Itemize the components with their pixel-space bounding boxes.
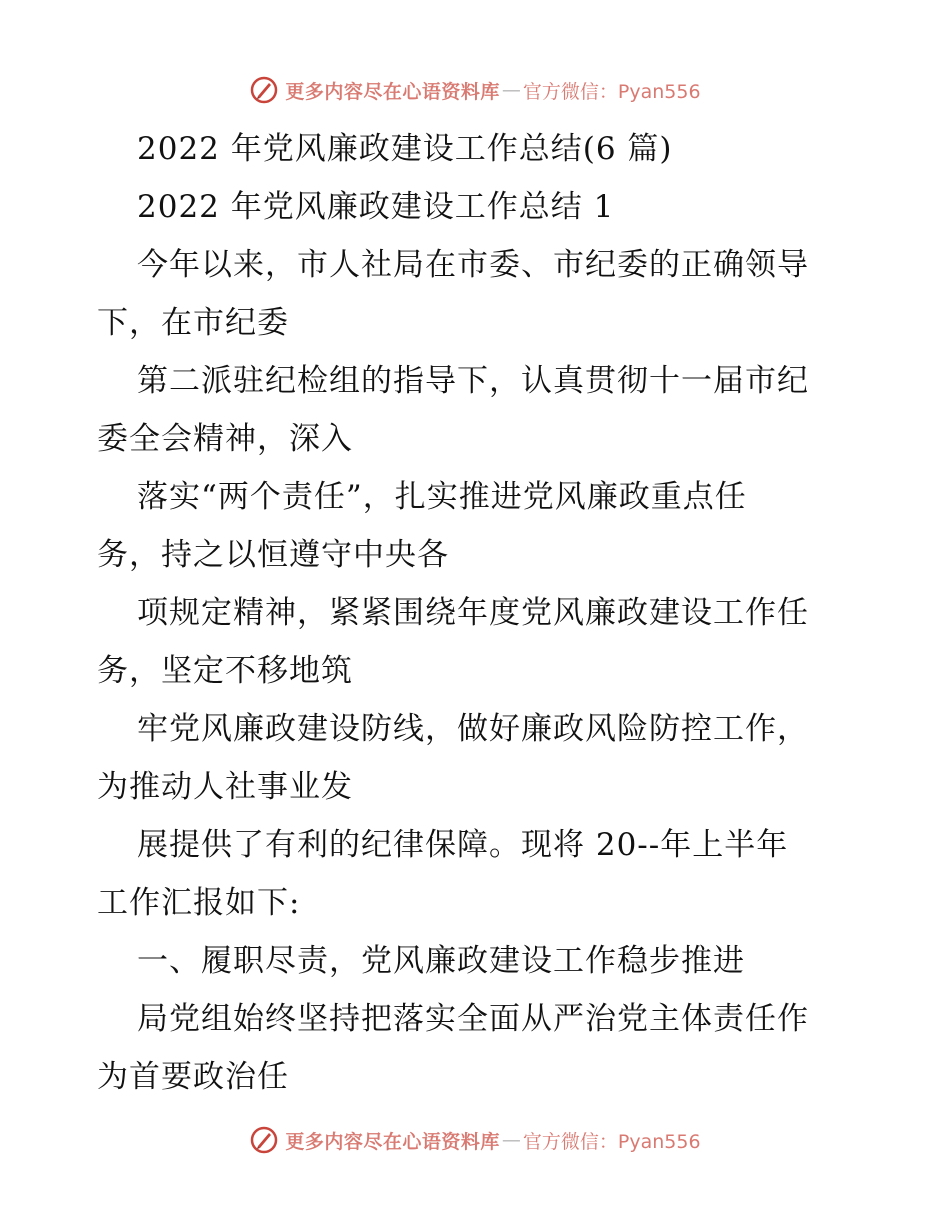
text-line: 展提供了有利的纪律保障。现将 20--年上半年 [137, 827, 789, 863]
text-line: 委全会精神，深入 [97, 421, 353, 457]
quill-circle-icon [249, 1125, 279, 1155]
banner-separator: — [501, 1129, 521, 1151]
text-line: 下，在市纪委 [97, 305, 289, 341]
text-line: 项规定精神，紧紧围绕年度党风廉政建设工作任 [137, 595, 809, 631]
text-line: 务，坚定不移地筑 [97, 653, 353, 689]
text-line: 局党组始终坚持把落实全面从严治党主体责任作 [137, 1001, 809, 1037]
document-body [97, 120, 857, 1106]
text-line: 2022 年党风廉政建设工作总结 1 [137, 189, 615, 225]
text-line: 2022 年党风廉政建设工作总结(6 篇) [137, 131, 673, 167]
banner-separator: — [501, 79, 521, 101]
text-line: 第二派驻纪检组的指导下，认真贯彻十一届市纪 [137, 363, 809, 399]
text-line: 为推动人社事业发 [97, 769, 353, 805]
text-line: 一、履职尽责，党风廉政建设工作稳步推进 [137, 943, 745, 979]
text-line: 务，持之以恒遵守中央各 [97, 537, 449, 573]
header-banner [0, 70, 950, 110]
text-line: 落实“两个责任”，扎实推进党风廉政重点任 [137, 479, 747, 515]
banner-title: 更多内容尽在心语资料库 [285, 1130, 500, 1153]
text-line: 工作汇报如下: [97, 885, 301, 921]
banner-wechat-account: 官方微信：Pyan556 [522, 1130, 701, 1153]
quill-circle-icon [249, 75, 279, 105]
banner-title: 更多内容尽在心语资料库 [285, 80, 500, 103]
text-line: 为首要政治任 [97, 1059, 289, 1095]
footer-banner [0, 1120, 950, 1160]
banner-wechat-account: 官方微信：Pyan556 [522, 80, 701, 103]
text-line: 牢党风廉政建设防线，做好廉政风险防控工作， [137, 711, 809, 747]
text-line: 今年以来，市人社局在市委、市纪委的正确领导 [137, 247, 809, 283]
